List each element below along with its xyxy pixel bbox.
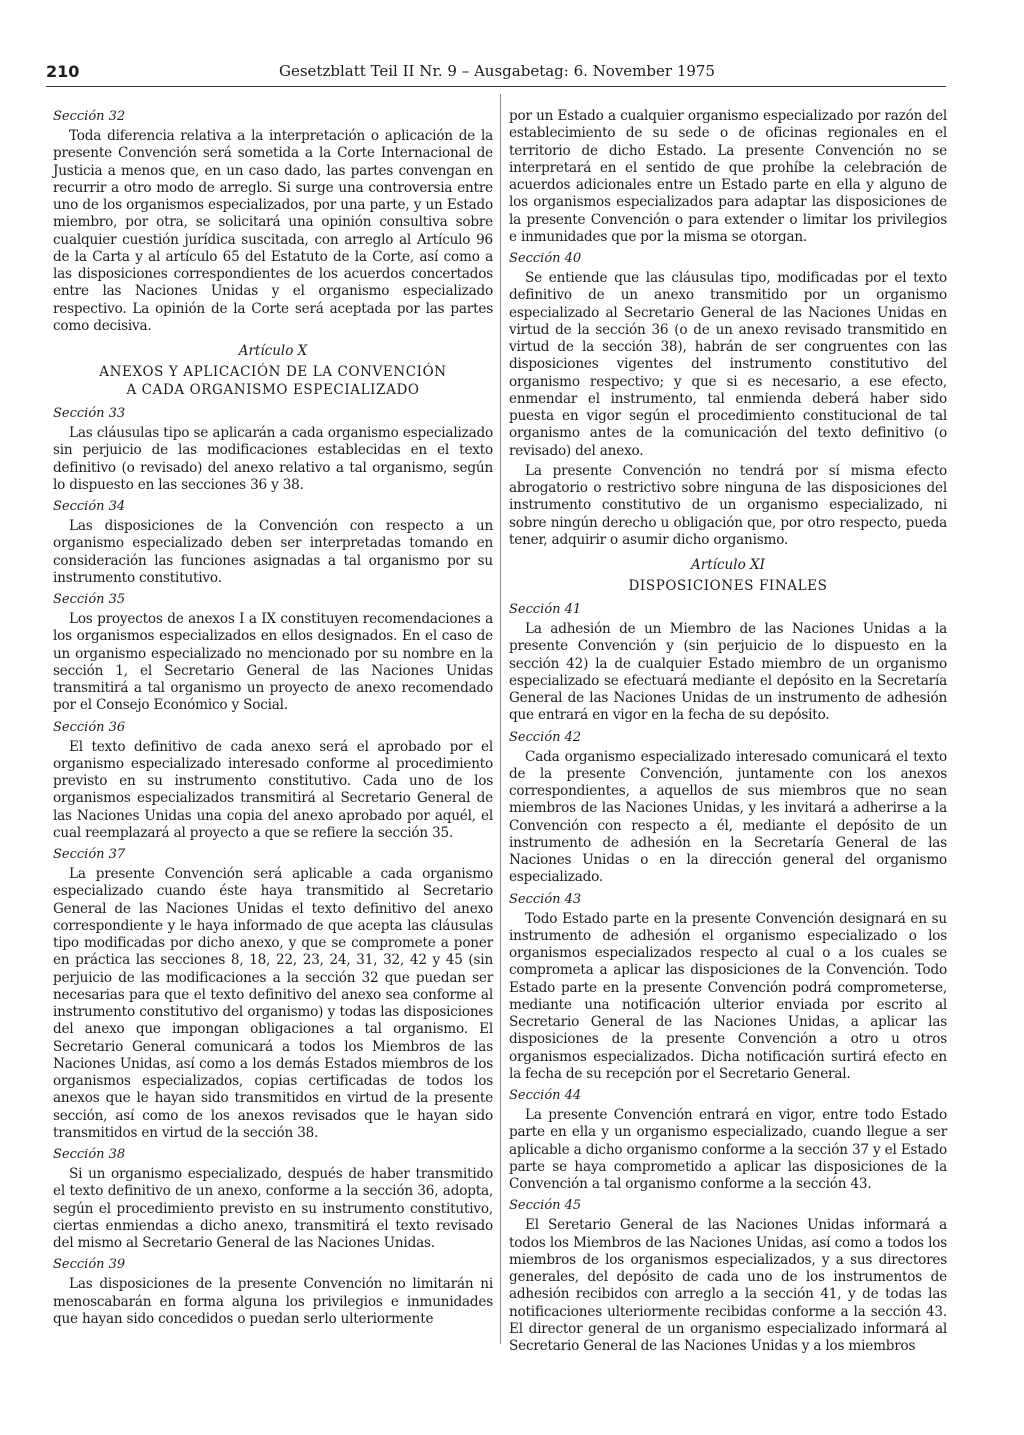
section-text: El Seretario General de las Naciones Unidas informará a todos los Miembros de las Naciones Unidas, así como a todos los miembros de los organismos especializados, y a sus directores generales, del depósito de cada uno de los instrumentos de adhesión recibidos con arreglo a la sección 41, y de todas las notificaciones ulteriormente recibidas conforme a la sección 43. El director general de un organismo especializado informará al Secretario General de las Naciones Unidas y a los miembros xyxy=(509,1217,947,1354)
section-label: Sección 40 xyxy=(509,251,582,266)
running-title: Gesetzblatt Teil II Nr. 9 – Ausgabetag: 6. November 1975 xyxy=(278,62,715,80)
section-text: Si un organismo especializado, después de haber transmitido el texto definitivo de un anexo, conforme a la sección 36, adopta, según el procedimiento previsto en su instrumento constitutivo, ciertas enmiendas a dicho anexo, transmitirá el texto revisado del mismo al Secretario General de las Naciones Unidas. xyxy=(53,1166,493,1251)
section-label: Sección 41 xyxy=(509,602,582,617)
section-44 xyxy=(509,1087,947,1193)
section-35 xyxy=(53,591,493,715)
section-text: Las disposiciones de la presente Convención no limitarán ni menoscabarán en forma alguna los privilegios e inmunidades que hayan sido concedidos o puedan serlo ulteriormente xyxy=(53,1276,493,1327)
section-text: La presente Convención entrará en vigor, entre todo Estado parte en ella y un organismo especializado, cuando llegue a ser aplicable a dicho organismo conforme a la sección 37 y el Estado parte se haya comprometido a aplicar las disposiciones de la Convención a tal organismo conforme a la sección 43. xyxy=(509,1107,947,1192)
section-34 xyxy=(53,498,493,587)
section-text: La presente Convención será aplicable a cada organismo especializado cuando éste haya transmitido al Secretario General de las Naciones Unidas el texto definitivo del anexo correspondiente y le haya informado de que acepta las cláusulas tipo modificadas por dicho anexo, y que se compromete a poner en práctica las secciones 8, 18, 22, 23, 24, 31, 32, 42 y 45 (sin perjuicio de las modificaciones a la sección 32 que puedan ser necesarias para que el texto definitivo del anexo sea conforme al instrumento constitutivo del organismo) y todas las disposiciones del anexo que impongan obligaciones a tal organismo. El Secretario General comunicará a todos los Miembros de las Naciones Unidas, así como a los demás Estados miembros de los organismos especializados, copias certificadas de todos los anexos que le hayan sido transmitidos en virtud de la presente sección, así como de los anexos revisados que le hayan sido transmitidos en virtud de la sección 38. xyxy=(53,866,493,1141)
section-text: La adhesión de un Miembro de las Naciones Unidas a la presente Convención y (sin perjuicio de lo dispuesto en la sección 42) la de cualquier Estado miembro de un organismo especializado se efectuará mediante el depósito en la Secretaría General de las Naciones Unidas de un instrumento de adhesión que entrará en vigor en la fecha de su depósito. xyxy=(509,621,947,724)
section-label: Sección 34 xyxy=(53,499,126,514)
section-text: Los proyectos de anexos I a IX constituyen recomendaciones a los organismos especializados en ellos designados. En el caso de un organismo especializado no mencionado por su nombre en la sección 1, el Secretario General de las Naciones Unidas transmitirá a tal organismo un proyecto de anexo recomendado por el Consejo Económico y Social. xyxy=(53,611,493,714)
article-xi-label: Artículo XI xyxy=(691,557,765,573)
section-label: Sección 32 xyxy=(53,109,126,124)
section-41 xyxy=(509,601,947,725)
section-36 xyxy=(53,719,493,843)
section-text: La presente Convención no tendrá por sí misma efecto abrogatorio o restrictivo sobre ninguna de las disposiciones del instrumento constitutivo de un organismo especializado, ni sobre ningún derecho u obligación que, por otro respecto, pueda tener, adquirir o asumir dicho organismo. xyxy=(509,462,947,548)
section-text: Toda diferencia relativa a la interpretación o aplicación de la presente Convención será sometida a la Corte Internacional de Justicia a menos que, en un caso dado, las partes convengan en recurrir a otro modo de arreglo. Si surge una controversia entre uno de los organismos especializados, por una parte, y un Estado miembro, por otra, se solicitará una opinión consultiva sobre cualquier cuestión jurídica suscitada, con arreglo al Artículo 96 de la Carta y al artículo 65 del Estatuto de la Corte, así como a las disposiciones correspondientes de los acuerdos concertados entre las Naciones Unidas y el organismo especializado respectivo. La opinión de la Corte será aceptada por las partes como decisiva. xyxy=(53,128,493,334)
article-x-title-line2: A CADA ORGANISMO ESPECIALIZADO xyxy=(126,382,420,398)
section-label: Sección 38 xyxy=(53,1147,126,1162)
section-text: por un Estado a cualquier organismo especializado por razón del establecimiento de su sede o de oficinas regionales en el territorio de dicho Estado. La presente Convención no se interpretará en el sentido de que prohíbe la celebración de acuerdos adicionales entre un Estado parte en ella y alguno de los organismos especializados para adaptar las disposiciones de la presente Convención o para extender o limitar los privilegios e inmunidades que por la misma se otorgan. xyxy=(509,108,947,245)
left-column xyxy=(53,108,493,1332)
section-45 xyxy=(509,1197,947,1355)
article-xi-title: DISPOSICIONES FINALES xyxy=(628,578,828,594)
section-32 xyxy=(53,108,493,335)
article-x-title-line1: ANEXOS Y APLICACIÓN DE LA CONVENCIÓN xyxy=(99,364,447,380)
page-header xyxy=(46,62,948,86)
page-number: 210 xyxy=(46,62,80,81)
section-text: Cada organismo especializado interesado comunicará el texto de la presente Convención, juntamente con los anexos correspondientes, a aquellos de sus miembros que no sean miembros de las Naciones Unidas, y les invitará a adherirse a la Convención con respecto a él, mediante el depósito de un instrumento de adhesión en la Secretaría General de las Naciones Unidas o en la dirección general del organismo especializado. xyxy=(509,748,947,886)
section-40 xyxy=(509,250,947,549)
section-37 xyxy=(53,846,493,1142)
section-text: Todo Estado parte en la presente Convención designará en su instrumento de adhesión el organismo especializado o los organismos especializados respecto al cual o a los cuales se comprometa a aplicar las disposiciones de la Convención. Todo Estado parte en la presente Convención podrá comprometerse, mediante una notificación ulterior enviada por escrito al Secretario General de las Naciones Unidas, a aplicar las disposiciones de la presente Convención a otro u otros organismos especializados. Dicha notificación surtirá efecto en la fecha de su recepción por el Secretario General. xyxy=(509,910,947,1082)
section-label: Sección 33 xyxy=(53,406,126,421)
section-39 xyxy=(53,1256,493,1328)
section-label: Sección 44 xyxy=(509,1088,582,1103)
section-label: Sección 37 xyxy=(53,847,126,862)
section-text: Se entiende que las cláusulas tipo, modificadas por el texto definitivo de un anexo transmitido por un organismo especializado al Secretario General de las Naciones Unidas en virtud de la sección 36 (o de un anexo revisado transmitido en virtud de la sección 38), habrán de ser congruentes con las disposiciones vigentes del instrumento constitutivo del organismo respectivo; y que si es necesario, a ese efecto, enmendar el instrumento, tal enmienda deberá haber sido puesta en vigor según el procedimiento constitucional de tal organismo antes de la comunicación del texto definitivo (o revisado) del anexo. xyxy=(509,270,947,459)
section-label: Sección 42 xyxy=(509,729,582,745)
header-rule xyxy=(46,86,946,87)
section-label: Sección 39 xyxy=(53,1257,126,1273)
section-label: Sección 36 xyxy=(53,719,126,735)
section-text: Las disposiciones de la Convención con respecto a un organismo especializado deben ser interpretadas tomando en consideración las funciones asignadas a tal organismo por su instrumento constitutivo. xyxy=(53,518,493,586)
section-label: Sección 43 xyxy=(509,891,582,907)
article-x-title xyxy=(53,363,493,399)
section-label: Sección 45 xyxy=(509,1198,582,1214)
section-text: Las cláusulas tipo se aplicarán a cada organismo especializado sin perjuicio de las modificaciones establecidas en el texto definitivo (o revisado) del anexo relativo a tal organismo, según lo dispuesto en las secciones 36 y 38. xyxy=(53,425,493,493)
section-33 xyxy=(53,405,493,494)
section-42 xyxy=(509,729,947,887)
section-39-continued xyxy=(509,108,947,246)
section-38 xyxy=(53,1146,493,1252)
section-label: Sección 35 xyxy=(53,592,126,607)
article-x-label: Artículo X xyxy=(238,343,308,359)
column-divider xyxy=(500,94,501,1344)
section-text: El texto definitivo de cada anexo será el aprobado por el organismo especializado interesado conforme al procedimiento previsto en su instrumento constitutivo. Cada uno de los organismos especializados transmitirá al Secretario General de las Naciones Unidas una copia del anexo aprobado por aquél, el cual reemplazará al proyecto a que se refiere la sección 35. xyxy=(53,738,493,841)
right-column xyxy=(509,108,947,1359)
section-43 xyxy=(509,891,947,1084)
